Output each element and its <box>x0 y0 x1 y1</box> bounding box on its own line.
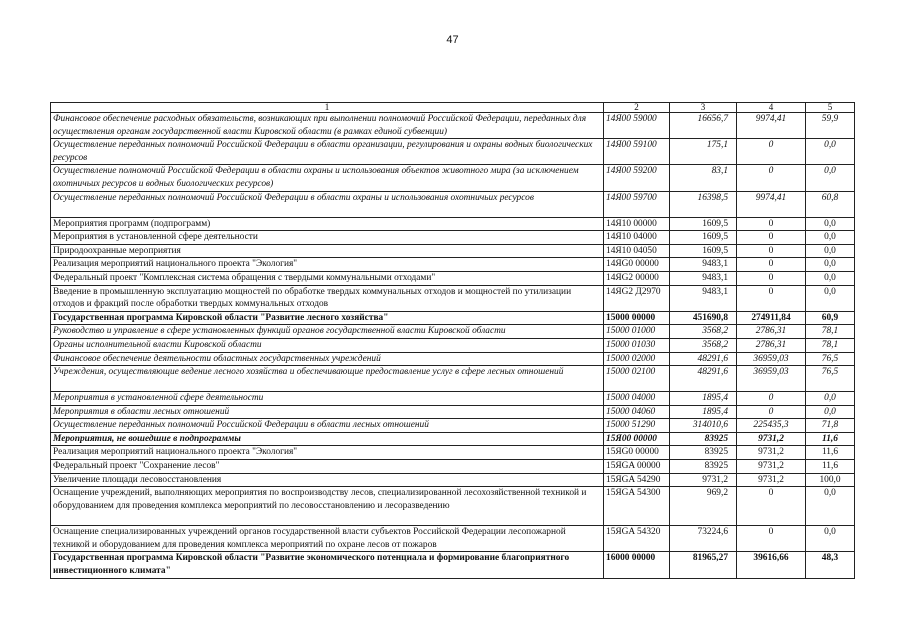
table-row <box>51 338 855 352</box>
row-name: Мероприятия в области лесных отношений <box>51 405 604 419</box>
table-row <box>51 460 855 474</box>
row-code: 14Я00 59700 <box>604 191 670 217</box>
row-percent-value: 0,0 <box>806 165 855 191</box>
row-name: Руководство и управление в сфере установленных функций органов государственной власти Кировской области <box>51 325 604 339</box>
row-actual-value: 9731,2 <box>737 432 806 446</box>
row-percent-value: 0,0 <box>806 487 855 526</box>
row-code: 15ЯGA 54320 <box>604 526 670 552</box>
row-planned-value: 9483,1 <box>670 258 737 272</box>
row-percent-value: 60,9 <box>806 311 855 325</box>
table-row <box>51 285 855 311</box>
table-row <box>51 139 855 165</box>
row-percent-value: 0,0 <box>806 231 855 245</box>
row-code: 14Я10 00000 <box>604 217 670 231</box>
row-code: 15000 04060 <box>604 405 670 419</box>
row-actual-value: 39616,66 <box>737 552 806 578</box>
table-row <box>51 165 855 191</box>
row-code: 15000 00000 <box>604 311 670 325</box>
row-percent-value: 0,0 <box>806 285 855 311</box>
row-planned-value: 83,1 <box>670 165 737 191</box>
column-number-4: 4 <box>737 103 806 113</box>
row-code: 15ЯGA 00000 <box>604 460 670 474</box>
row-planned-value: 48291,6 <box>670 352 737 366</box>
column-number-5: 5 <box>806 103 855 113</box>
column-number-2: 2 <box>604 103 670 113</box>
table-row <box>51 325 855 339</box>
row-name: Мероприятия программ (подпрограмм) <box>51 217 604 231</box>
row-code: 15ЯGA 54300 <box>604 487 670 526</box>
row-percent-value: 0,0 <box>806 139 855 165</box>
row-percent-value: 48,3 <box>806 552 855 578</box>
row-code: 15Я00 00000 <box>604 432 670 446</box>
row-code: 14Я10 04000 <box>604 231 670 245</box>
row-percent-value: 76,5 <box>806 352 855 366</box>
row-code: 15000 02100 <box>604 366 670 392</box>
row-name: Мероприятия, не вошедшие в подпрограммы <box>51 432 604 446</box>
row-planned-value: 16398,5 <box>670 191 737 217</box>
row-code: 14ЯG0 00000 <box>604 258 670 272</box>
row-name: Реализация мероприятий национального проекта "Экология" <box>51 446 604 460</box>
row-name: Мероприятия в установленной сфере деятельности <box>51 392 604 406</box>
row-planned-value: 3568,2 <box>670 325 737 339</box>
table-row <box>51 311 855 325</box>
table-row <box>51 526 855 552</box>
row-percent-value: 0,0 <box>806 271 855 285</box>
row-planned-value: 1609,5 <box>670 231 737 245</box>
row-planned-value: 73224,6 <box>670 526 737 552</box>
row-percent-value: 59,9 <box>806 113 855 139</box>
column-number-1: 1 <box>51 103 604 113</box>
row-code: 15ЯG0 00000 <box>604 446 670 460</box>
row-actual-value: 0 <box>737 271 806 285</box>
row-planned-value: 9483,1 <box>670 285 737 311</box>
row-actual-value: 225435,3 <box>737 419 806 433</box>
row-actual-value: 0 <box>737 217 806 231</box>
row-name: Финансовое обеспечение деятельности областных государственных учреждений <box>51 352 604 366</box>
row-percent-value: 76,5 <box>806 366 855 392</box>
row-name: Государственная программа Кировской области "Развитие лесного хозяйства" <box>51 311 604 325</box>
row-name: Увеличение площади лесовосстановления <box>51 473 604 487</box>
row-percent-value: 71,8 <box>806 419 855 433</box>
row-percent-value: 78,1 <box>806 325 855 339</box>
row-actual-value: 9731,2 <box>737 446 806 460</box>
row-name: Мероприятия в установленной сфере деятельности <box>51 231 604 245</box>
table-row <box>51 244 855 258</box>
row-percent-value: 60,8 <box>806 191 855 217</box>
row-actual-value: 9731,2 <box>737 460 806 474</box>
row-code: 14Я10 04050 <box>604 244 670 258</box>
row-code: 15000 04000 <box>604 392 670 406</box>
row-percent-value: 78,1 <box>806 338 855 352</box>
row-actual-value: 0 <box>737 244 806 258</box>
row-code: 14ЯG2 Д2970 <box>604 285 670 311</box>
row-name: Оснащение специализированных учреждений органов государственной власти субъектов Российской Федерации лесопожарной техникой и оборудованием для проведения комплекса мероприятий по охране лесов от пожаров <box>51 526 604 552</box>
row-planned-value: 1609,5 <box>670 217 737 231</box>
row-actual-value: 0 <box>737 405 806 419</box>
row-name: Органы исполнительной власти Кировской области <box>51 338 604 352</box>
row-planned-value: 81965,27 <box>670 552 737 578</box>
row-planned-value: 9483,1 <box>670 271 737 285</box>
row-planned-value: 969,2 <box>670 487 737 526</box>
row-actual-value: 9731,2 <box>737 473 806 487</box>
row-name: Федеральный проект "Сохранение лесов" <box>51 460 604 474</box>
row-actual-value: 0 <box>737 139 806 165</box>
row-name: Осуществление переданных полномочий Российской Федерации в области лесных отношений <box>51 419 604 433</box>
row-name: Оснащение учреждений, выполняющих мероприятия по воспроизводству лесов, специализированной лесохозяйственной техникой и оборудованием для проведения комплекса мероприятий по лесовосстановлению и лесоразведению <box>51 487 604 526</box>
budget-table-body <box>51 103 855 579</box>
row-percent-value: 0,0 <box>806 258 855 272</box>
row-actual-value: 9974,41 <box>737 191 806 217</box>
row-actual-value: 36959,03 <box>737 352 806 366</box>
row-name: Введение в промышленную эксплуатацию мощностей по обработке твердых коммунальных отходов и мощностей по утилизации отходов и фракций после обработки твердых коммунальных отходов <box>51 285 604 311</box>
row-actual-value: 0 <box>737 526 806 552</box>
row-code: 15000 02000 <box>604 352 670 366</box>
budget-table <box>50 102 855 579</box>
row-name: Реализация мероприятий национального проекта "Экология" <box>51 258 604 272</box>
row-code: 15000 01000 <box>604 325 670 339</box>
table-row <box>51 487 855 526</box>
row-code: 14ЯG2 00000 <box>604 271 670 285</box>
row-planned-value: 451690,8 <box>670 311 737 325</box>
table-row <box>51 419 855 433</box>
row-percent-value: 0,0 <box>806 405 855 419</box>
row-actual-value: 274911,84 <box>737 311 806 325</box>
row-code: 15000 01030 <box>604 338 670 352</box>
page-number: 47 <box>446 34 459 46</box>
row-planned-value: 1895,4 <box>670 405 737 419</box>
table-row <box>51 446 855 460</box>
row-percent-value: 11,6 <box>806 446 855 460</box>
table-row <box>51 432 855 446</box>
row-actual-value: 0 <box>737 285 806 311</box>
row-code: 15000 51290 <box>604 419 670 433</box>
table-row <box>51 271 855 285</box>
row-name: Учреждения, осуществляющие ведение лесного хозяйства и обеспечивающие предоставление услуг в сфере лесных отношений <box>51 366 604 392</box>
table-row <box>51 231 855 245</box>
table-row <box>51 352 855 366</box>
row-planned-value: 175,1 <box>670 139 737 165</box>
row-planned-value: 314010,6 <box>670 419 737 433</box>
row-planned-value: 83925 <box>670 446 737 460</box>
row-actual-value: 0 <box>737 231 806 245</box>
row-percent-value: 0,0 <box>806 217 855 231</box>
table-row <box>51 552 855 578</box>
row-code: 16000 00000 <box>604 552 670 578</box>
row-actual-value: 2786,31 <box>737 338 806 352</box>
row-name: Федеральный проект "Комплексная система обращения с твердыми коммунальными отходами" <box>51 271 604 285</box>
table-row <box>51 405 855 419</box>
row-actual-value: 0 <box>737 487 806 526</box>
row-percent-value: 11,6 <box>806 432 855 446</box>
row-code: 14Я00 59000 <box>604 113 670 139</box>
row-planned-value: 48291,6 <box>670 366 737 392</box>
row-name: Осуществление переданных полномочий Российской Федерации в области организации, регулирования и охраны водных биологических ресурсов <box>51 139 604 165</box>
row-actual-value: 36959,03 <box>737 366 806 392</box>
row-planned-value: 3568,2 <box>670 338 737 352</box>
table-row <box>51 392 855 406</box>
row-code: 14Я00 59200 <box>604 165 670 191</box>
table-row <box>51 473 855 487</box>
row-percent-value: 0,0 <box>806 526 855 552</box>
row-actual-value: 0 <box>737 258 806 272</box>
row-actual-value: 2786,31 <box>737 325 806 339</box>
row-planned-value: 83925 <box>670 460 737 474</box>
row-code: 15ЯGA 54290 <box>604 473 670 487</box>
row-planned-value: 1895,4 <box>670 392 737 406</box>
row-name: Осуществление полномочий Российской Федерации в области охраны и использования объектов животного мира (за исключением охотничьих ресурсов и водных биологических ресурсов) <box>51 165 604 191</box>
table-row <box>51 366 855 392</box>
row-actual-value: 0 <box>737 165 806 191</box>
table-row <box>51 113 855 139</box>
row-code: 14Я00 59100 <box>604 139 670 165</box>
column-number-row <box>51 103 855 113</box>
row-percent-value: 100,0 <box>806 473 855 487</box>
table-row <box>51 191 855 217</box>
row-planned-value: 9731,2 <box>670 473 737 487</box>
row-name: Осуществление переданных полномочий Российской Федерации в области охраны и использования охотничьих ресурсов <box>51 191 604 217</box>
row-name: Финансовое обеспечение расходных обязательств, возникающих при выполнении полномочий Российской Федерации, переданных для осуществления органам государственной власти Кировской области (в рамках единой субвенции) <box>51 113 604 139</box>
row-percent-value: 0,0 <box>806 392 855 406</box>
row-percent-value: 0,0 <box>806 244 855 258</box>
table-row <box>51 258 855 272</box>
row-planned-value: 1609,5 <box>670 244 737 258</box>
row-actual-value: 0 <box>737 392 806 406</box>
row-name: Государственная программа Кировской области "Развитие экономического потенциала и формирование благоприятного инвестиционного климата" <box>51 552 604 578</box>
row-percent-value: 11,6 <box>806 460 855 474</box>
column-number-3: 3 <box>670 103 737 113</box>
row-actual-value: 9974,41 <box>737 113 806 139</box>
row-planned-value: 16656,7 <box>670 113 737 139</box>
row-name: Природоохранные мероприятия <box>51 244 604 258</box>
row-planned-value: 83925 <box>670 432 737 446</box>
table-row <box>51 217 855 231</box>
